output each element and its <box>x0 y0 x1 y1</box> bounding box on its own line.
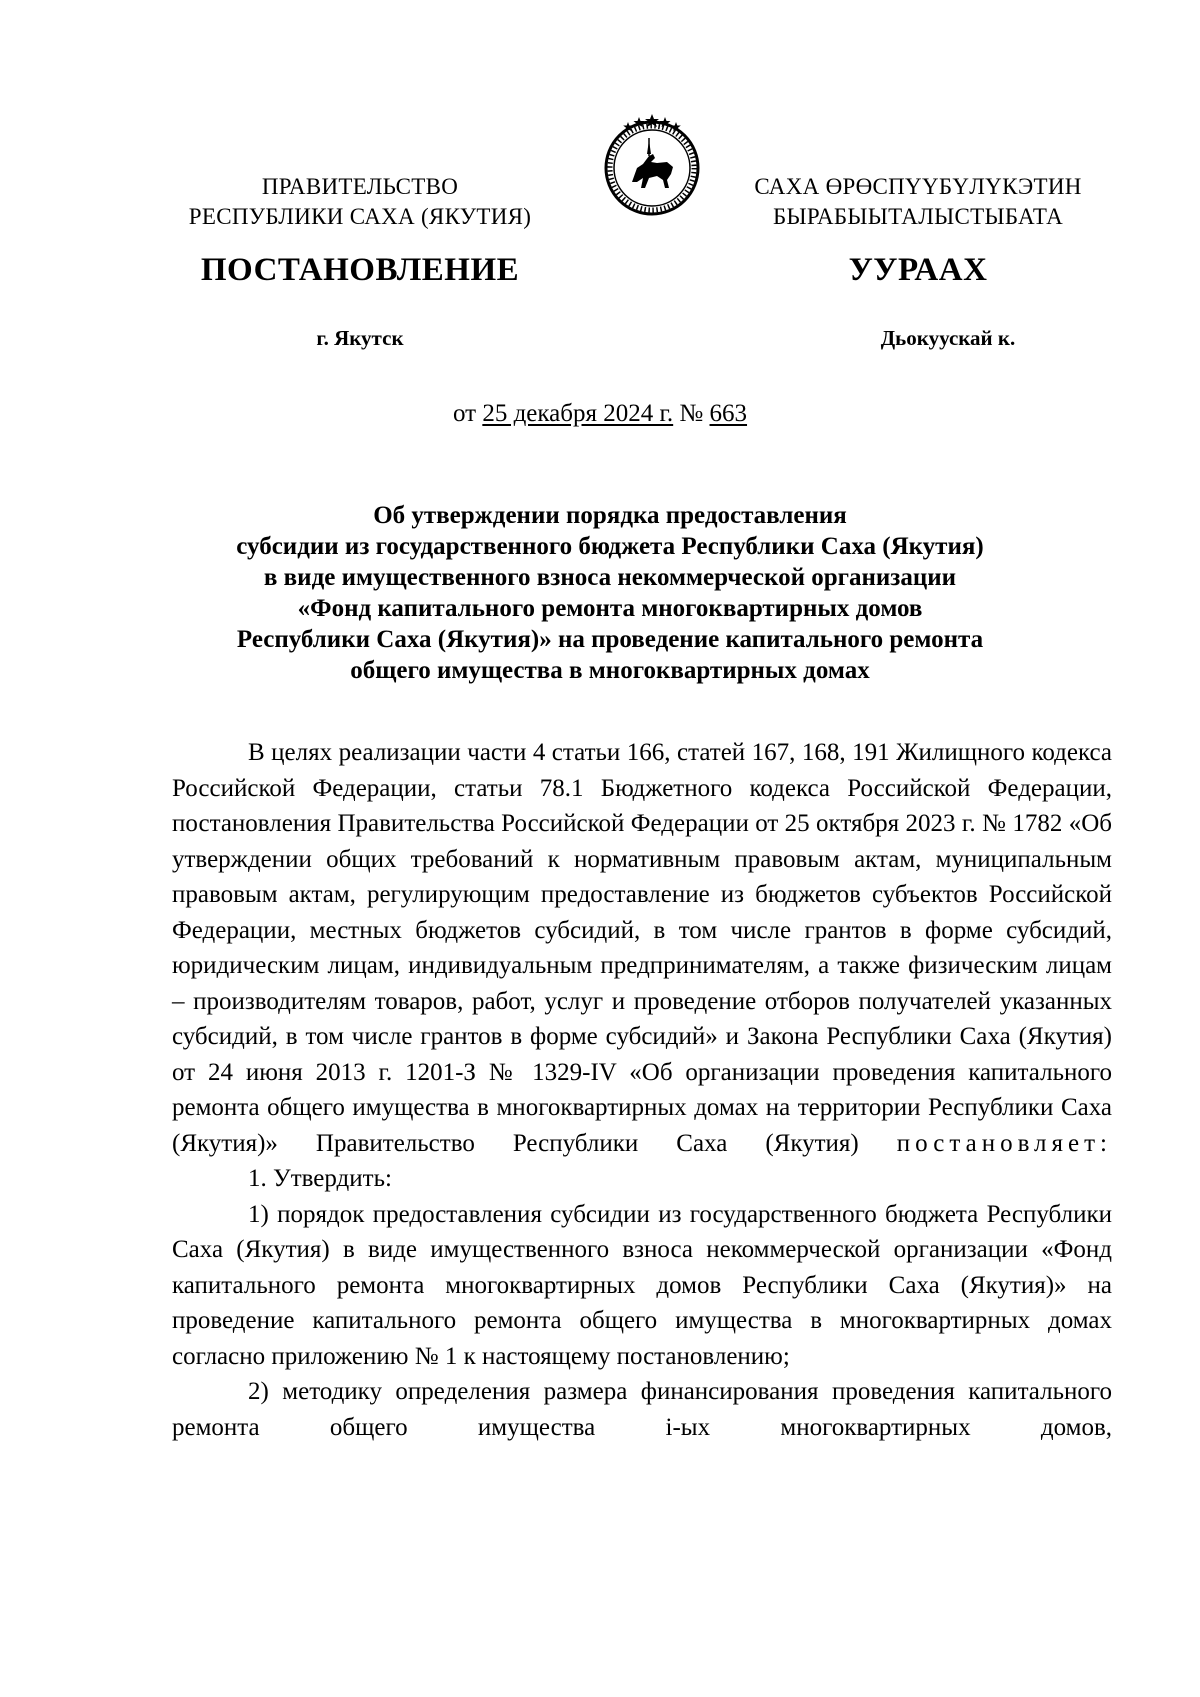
item-1-paragraph: 1. Утвердить: <box>248 1165 392 1192</box>
title-line: общего имущества в многоквартирных домах <box>350 657 870 684</box>
document-title <box>160 500 1060 686</box>
number-sign: № <box>679 400 704 427</box>
preamble-paragraph <box>172 735 1112 1161</box>
document-number: 663 <box>709 400 748 427</box>
header-left-block <box>170 172 550 232</box>
title-line: в виде имущественного взноса некоммерческой организации <box>263 564 957 591</box>
header-left-line2: РЕСПУБЛИКИ САХА (ЯКУТИЯ) <box>188 204 532 229</box>
title-line: субсидии из государственного бюджета Республики Саха (Якутия) <box>236 533 984 560</box>
city-russian: г. Якутск <box>316 326 404 350</box>
sakha-coat-of-arms-icon <box>597 110 707 220</box>
header-right-line2: БЫРАБЫЫТАЛЫСТЫБАТА <box>772 204 1064 229</box>
document-date: 25 декабря 2024 г. <box>482 400 674 427</box>
title-line: Республики Саха (Якутия)» на проведение капитального ремонта <box>236 626 984 653</box>
item-1-1-paragraph: 1) порядок предоставления субсидии из государственного бюджета Республики Саха (Якутия) в виде имущественного взноса некоммерческой организации «Фонд капитального ремонта многоквартирных домов Республики Саха (Якутия)» на проведение капитального ремонта общего имущества в многоквартирных домах согласно приложению № 1 к настоящему постановлению; <box>172 1200 1112 1370</box>
header-right-line1: САХА ӨРӨСПҮҮБҮЛҮКЭТИН <box>754 174 1082 199</box>
doc-type-sakha: УУРААХ <box>848 252 988 288</box>
header-right-block <box>728 172 1108 232</box>
city-sakha: Дьокуускай к. <box>880 326 1016 350</box>
item-1-2-paragraph: 2) методику определения размера финансирования проведения капитального ремонта общего имущества i-ых многоквартирных домов, <box>172 1378 1112 1441</box>
date-prefix: от <box>452 400 477 427</box>
preamble-text: В целях реализации части 4 статьи 166, статей 167, 168, 191 Жилищного кодекса Российской Федерации, статьи 78.1 Бюджетного кодекса Российской Федерации, постановления Правительства Российской Федерации от 25 октября 2023 г. № 1782 «Об утверждении общих требований к нормативным правовым актам, муниципальным правовым актам, регулирующим предоставление из бюджетов субъектов Российской Федерации, местных бюджетов субсидий, в том числе грантов в форме субсидий, юридическим лицам, индивидуальным предпринимателям, а также физическим лицам – производителям товаров, работ, услуг и проведение отборов получателей указанных субсидий, в том числе грантов в форме субсидий» и Закона Республики Саха (Якутия) от 24 июня 2013 г. 1201-З № 1329-IV «Об организации проведения капитального ремонта общего имущества в многоквартирных домах на территории Республики Саха (Якутия)» Правительство Республики Саха (Якутия) <box>172 739 1112 1157</box>
resolves-word: постановляет: <box>896 1129 1112 1157</box>
title-line: «Фонд капитального ремонта многоквартирных домов <box>297 595 923 622</box>
document-body <box>172 735 1112 1445</box>
title-line: Об утверждении порядка предоставления <box>373 502 847 529</box>
doc-type-russian: ПОСТАНОВЛЕНИЕ <box>200 252 520 288</box>
header-left-line1: ПРАВИТЕЛЬСТВО <box>261 174 459 199</box>
document-date-line <box>0 400 1200 428</box>
